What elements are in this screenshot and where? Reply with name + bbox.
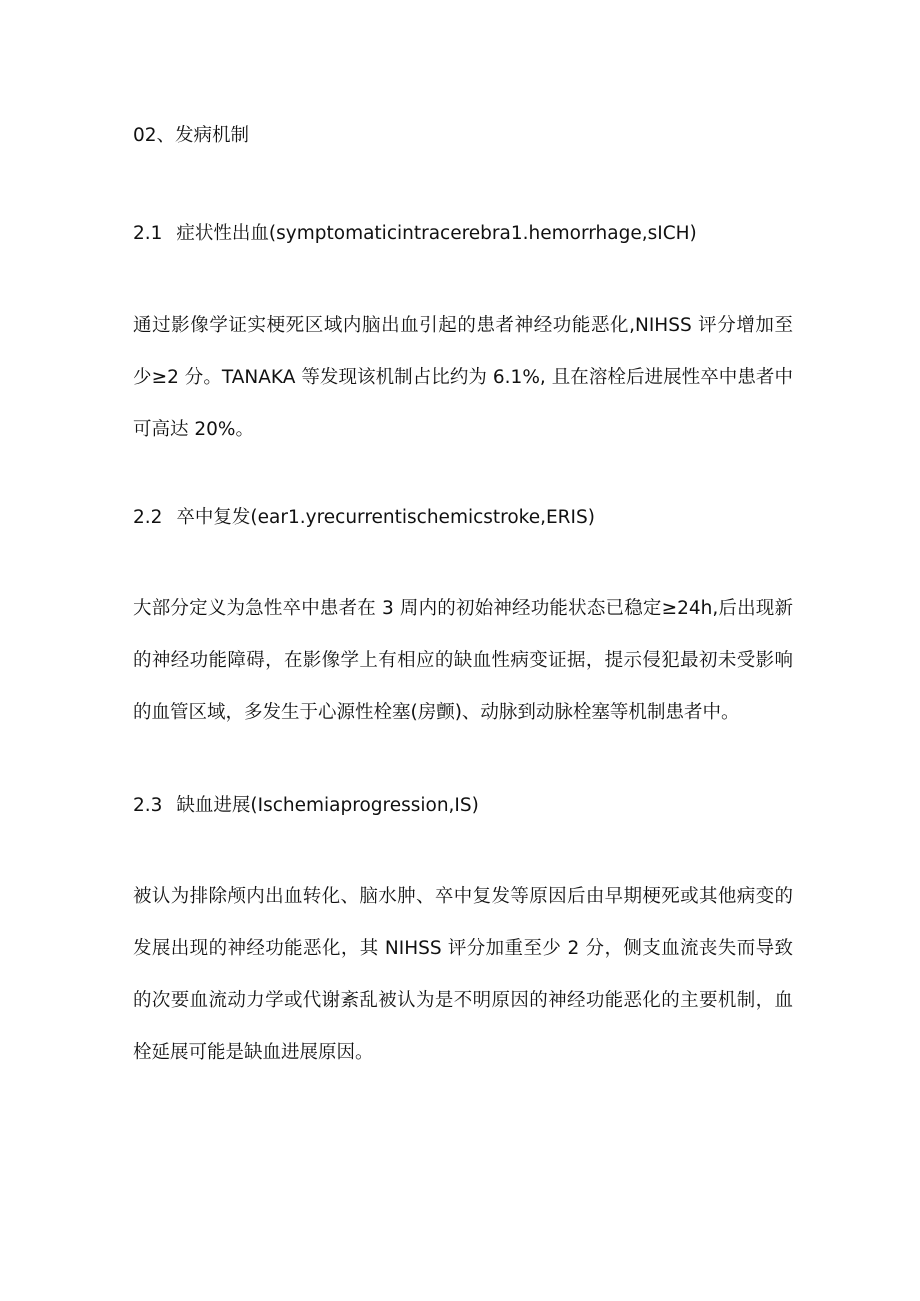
subsection-heading-2-3	[133, 793, 793, 819]
subsection-number: 2.2	[133, 507, 163, 528]
subsection-heading-2-2	[133, 505, 793, 531]
subsection-title: 症状性出血(symptomaticintracerebra1.hemorrhage,sICH)	[176, 223, 697, 244]
paragraph-2-2: 大部分定义为急性卒中患者在 3 周内的初始神经功能状态已稳定≥24h,后出现新的神经功能障碍，在影像学上有相应的缺血性病变证据，提示侵犯最初未受影响的血管区域，多发生于心源性栓塞(房颤)、动脉到动脉栓塞等机制患者中。	[133, 598, 793, 723]
paragraph-2-1: 通过影像学证实梗死区域内脑出血引起的患者神经功能恶化,NIHSS 评分增加至少≥2 分。TANAKA 等发现该机制占比约为 6.1%, 且在溶栓后进展性卒中患者中可高达 20%。	[133, 315, 793, 440]
paragraph-2-3: 被认为排除颅内出血转化、脑水肿、卒中复发等原因后由早期梗死或其他病变的发展出现的神经功能恶化，其 NIHSS 评分加重至少 2 分，侧支血流丧失而导致的次要血流动力学或代谢紊乱被认为是不明原因的神经功能恶化的主要机制，血栓延展可能是缺血进展原因。	[133, 886, 793, 1063]
section-title: 02、发病机制	[133, 125, 250, 146]
subsection-title: 卒中复发(ear1.yrecurrentischemicstroke,ERIS)	[176, 507, 595, 528]
subsection-title: 缺血进展(Ischemiaprogression,IS)	[176, 795, 479, 816]
subsection-number: 2.3	[133, 795, 163, 816]
subsection-heading-2-1	[133, 221, 793, 247]
subsection-number: 2.1	[133, 223, 163, 244]
